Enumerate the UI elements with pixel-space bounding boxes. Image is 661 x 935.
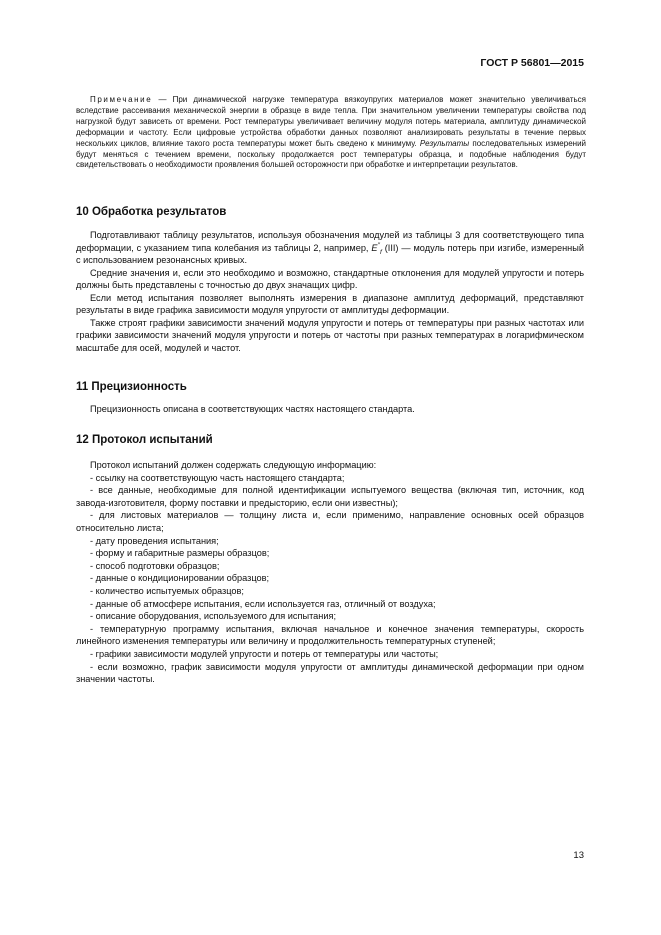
section-10-paragraph-2: Средние значения и, если это необходимо и возможно, стандартные отклонения для модулей упругости и потерь должны быть представлены с точностью до двух значащих цифр. — [76, 267, 584, 290]
list-item: - для листовых материалов — толщину листа и, если применимо, направление основных осей образцов относительно листа; — [76, 510, 584, 533]
section-11-heading: 11 Прецизионность — [76, 381, 187, 393]
list-item: - количество испытуемых образцов; — [90, 585, 244, 596]
list-item: - описание оборудования, используемого для испытания; — [90, 611, 337, 622]
section-12-list — [76, 459, 584, 686]
section-10-p1-end: (III) — модуль потерь при изгибе, измеренный с использованием резонансных кривых. — [76, 242, 584, 265]
list-item: - графики зависимости модулей упругости и потерь от температуры или частоты; — [90, 648, 439, 659]
list-item: - ссылку на соответствующую часть настоящего стандарта; — [90, 472, 345, 483]
section-11-paragraph-1: Прецизионность описана в соответствующих частях настоящего стандарта. — [90, 404, 415, 414]
section-10-body — [76, 229, 584, 354]
section-10-p1-start: Подготавливают таблицу результатов, используя обозначения модулей из таблицы 3 для соответствующего типа деформации, с указанием типа колебания из таблицы 2, например, — [76, 230, 584, 253]
list-item: - форму и габаритные размеры образцов; — [90, 548, 270, 559]
note-text-1: При динамической нагрузке температура вязкоупругих материалов может значительно увеличиваться вследствие рассеивания механической энергии в образце в виде тепла. При значительном увеличении температуры свойства под нагрузкой будут зависеть от времени. Рост температуры увеличивает величину модуля потерь материала, амплитуду динамической деформации и частоту. Если цифровые устройства обработки данных позволяют анализировать результаты в течение первых нескольких циклов, влияние такого роста температуры может быть сведено к минимуму. — [76, 95, 586, 148]
loss-modulus-symbol: $E''_f$ — [371, 241, 382, 256]
section-12-heading: 12 Протокол испытаний — [76, 434, 213, 446]
list-item: - если возможно, график зависимости модуля упругости от амплитуды динамической деформации при одном значении частоты. — [76, 661, 584, 685]
note-italic-word: Результаты — [419, 138, 470, 148]
page-number: 13 — [573, 850, 584, 861]
document-header: ГОСТ Р 56801—2015 — [480, 57, 584, 69]
note-dash: — — [152, 95, 173, 104]
note-text-2: последовательных измерений будут меняться с течением времени, поскольку продолжается рост температуры образца, и подобные наблюдения будут свидетельствовать о необходимости проявления большей осторожности при обработке и интерпретации результатов. — [76, 138, 587, 170]
list-item: - данные о кондиционировании образцов; — [90, 573, 270, 584]
list-item: - способ подготовки образцов; — [90, 560, 220, 571]
list-item: - температурную программу испытания, включая начальное и конечное значения температуры, скорость линейного изменения температуры или величину и продолжительность температурных ступеней; — [76, 623, 584, 647]
note-paragraph — [76, 95, 586, 171]
section-10-heading: 10 Обработка результатов — [76, 206, 227, 218]
section-10-paragraph-1 — [76, 229, 584, 267]
list-item: - данные об атмосфере испытания, если используется газ, отличный от воздуха; — [90, 598, 436, 609]
list-item: - все данные, необходимые для полной идентификации испытуемого вещества (включая тип, источник, код завода-изготовителя, форму поставки и предысторию, если они известны); — [76, 485, 584, 508]
list-item: Протокол испытаний должен содержать следующую информацию: — [90, 460, 377, 470]
note-label: Примечание — [90, 95, 153, 104]
section-11-body — [76, 403, 584, 416]
section-10-paragraph-3: Если метод испытания позволяет выполнять измерения в диапазоне амплитуд деформаций, представляют результаты в виде графика зависимости модуля упругости от амплитуды деформации. — [76, 292, 584, 315]
list-item: - дату проведения испытания; — [90, 535, 219, 546]
section-10-paragraph-4: Также строят графики зависимости значений модуля упругости и потерь от температуры при разных частотах или графики зависимости значений модуля упругости и потерь от частоты при разных температурах в логарифмическом масштабе для осей, модулей и частот. — [76, 317, 584, 353]
